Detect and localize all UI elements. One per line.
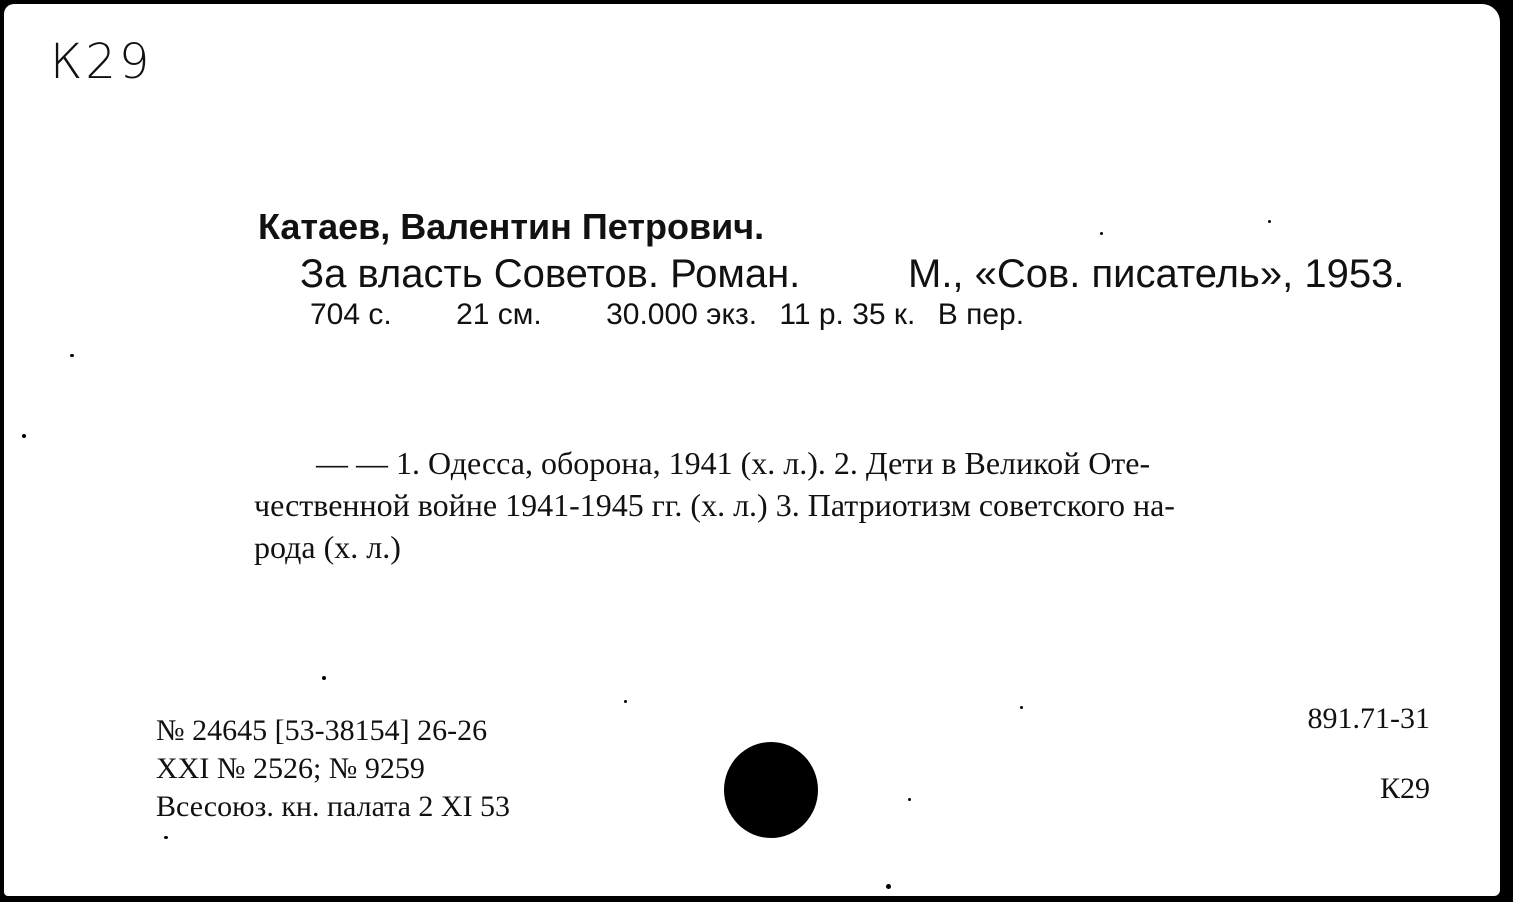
speck <box>322 676 326 680</box>
author-heading: Катаев, Валентин Петрович. <box>258 206 765 247</box>
subject-line-2: чественной войне 1941-1945 гг. (х. л.) 3. Патриотизм советского на- <box>254 487 1175 523</box>
book-size: 21 см. <box>456 298 542 331</box>
speck <box>624 700 627 703</box>
speck <box>1268 220 1271 223</box>
classification-index: 891.71-31 <box>1307 702 1430 735</box>
registration-line-3: Всесоюз. кн. палата 2 XI 53 <box>156 790 511 823</box>
price: 11 р. 35 к. <box>779 298 916 331</box>
punch-hole <box>724 742 818 838</box>
registration-line-2: XXI № 2526; № 9259 <box>156 752 425 785</box>
physical-description <box>310 298 1024 332</box>
page-count: 704 с. <box>310 298 392 331</box>
binding: В пер. <box>937 298 1025 331</box>
speck <box>886 884 891 889</box>
catalog-card <box>4 4 1500 896</box>
registration-block <box>156 712 510 826</box>
handwritten-shelf-mark: К29 <box>50 34 153 90</box>
subject-line-3: рода (х. л.) <box>254 529 401 565</box>
speck <box>22 434 26 438</box>
subject-line-1: — — 1. Одесса, оборона, 1941 (х. л.). 2. Дети в Великой Оте- <box>316 445 1151 481</box>
imprint: М., «Сов. писатель», 1953. <box>908 252 1405 296</box>
speck <box>1020 706 1023 709</box>
speck <box>164 836 168 839</box>
cutter-number: К29 <box>1379 772 1430 805</box>
speck <box>908 798 911 801</box>
book-title: За власть Советов. Роман. <box>300 252 801 296</box>
registration-line-1: № 24645 [53-38154] 26-26 <box>156 714 488 747</box>
subject-headings <box>254 442 1175 568</box>
speck <box>1100 232 1103 235</box>
print-run: 30.000 экз. <box>606 298 758 331</box>
speck <box>70 354 74 357</box>
